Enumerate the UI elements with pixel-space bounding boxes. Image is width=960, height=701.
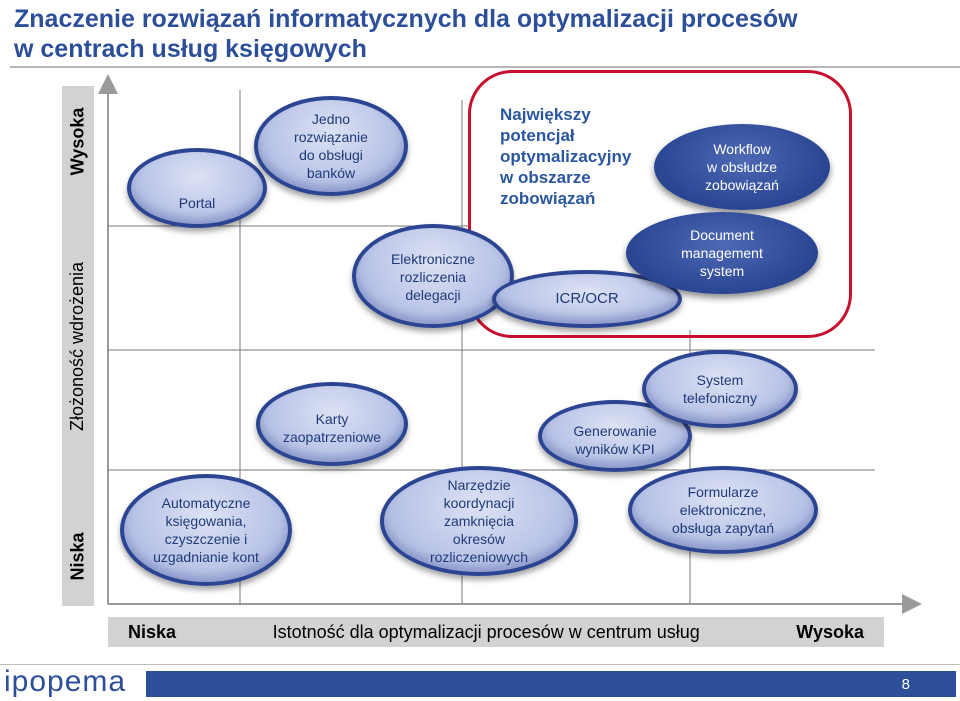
highest-potential-label: Największy potencjał optymalizacyjny w obszarze zobowiązań [500, 105, 632, 208]
page-number: 8 [901, 675, 910, 693]
bubble-formularze: Formularze elektroniczne, obsługa zapytań [628, 466, 818, 554]
x-axis-high: Wysoka [796, 621, 864, 642]
y-axis-low: Niska [67, 531, 88, 581]
bubble-generowanie-kpi: Generowanie wyników KPI [538, 400, 692, 472]
page-title-line2: w centrach usług księgowych [14, 35, 367, 63]
bubble-jedno-rozwiazanie: Jedno rozwiązanie do obsługi banków [254, 96, 408, 196]
bubble-system-telefoniczny: System telefoniczny [642, 350, 798, 428]
bubble-narzedzie-koordynacji: Narzędzie koordynacji zamknięcia okresów rozliczeniowych [380, 466, 578, 576]
bubble-portal: Portal [127, 148, 267, 228]
bubble-karty-zaopatrzeniowe: Karty zaopatrzeniowe [256, 382, 408, 466]
page-title-line1: Znaczenie rozwiązań informatycznych dla optymalizacji procesów [14, 5, 798, 33]
x-axis-low: Niska [128, 621, 177, 642]
bubble-automatyczne-ksiegowania: Automatyczne księgowania, czyszczenie i uzgadnianie kont [120, 474, 292, 586]
company-logo: ipopema [4, 665, 127, 698]
bubble-icr-ocr: ICR/OCR [492, 270, 682, 328]
footer-divider [0, 664, 960, 665]
x-axis-label-bar [108, 617, 884, 647]
y-axis-title: Złożoność wdrożenia [67, 261, 88, 431]
y-axis-high: Wysoka [67, 107, 88, 175]
x-axis-title: Istotność dla optymalizacji procesów w centrum usług [272, 621, 700, 642]
bubble-elektroniczne-rozliczenia: Elektroniczne rozliczenia delegacji [352, 224, 514, 328]
page-number-bar [146, 671, 956, 697]
bubble-workflow: Workflow w obsłudze zobowiązań [654, 124, 830, 210]
bubble-document-management: Document management system [626, 212, 818, 294]
